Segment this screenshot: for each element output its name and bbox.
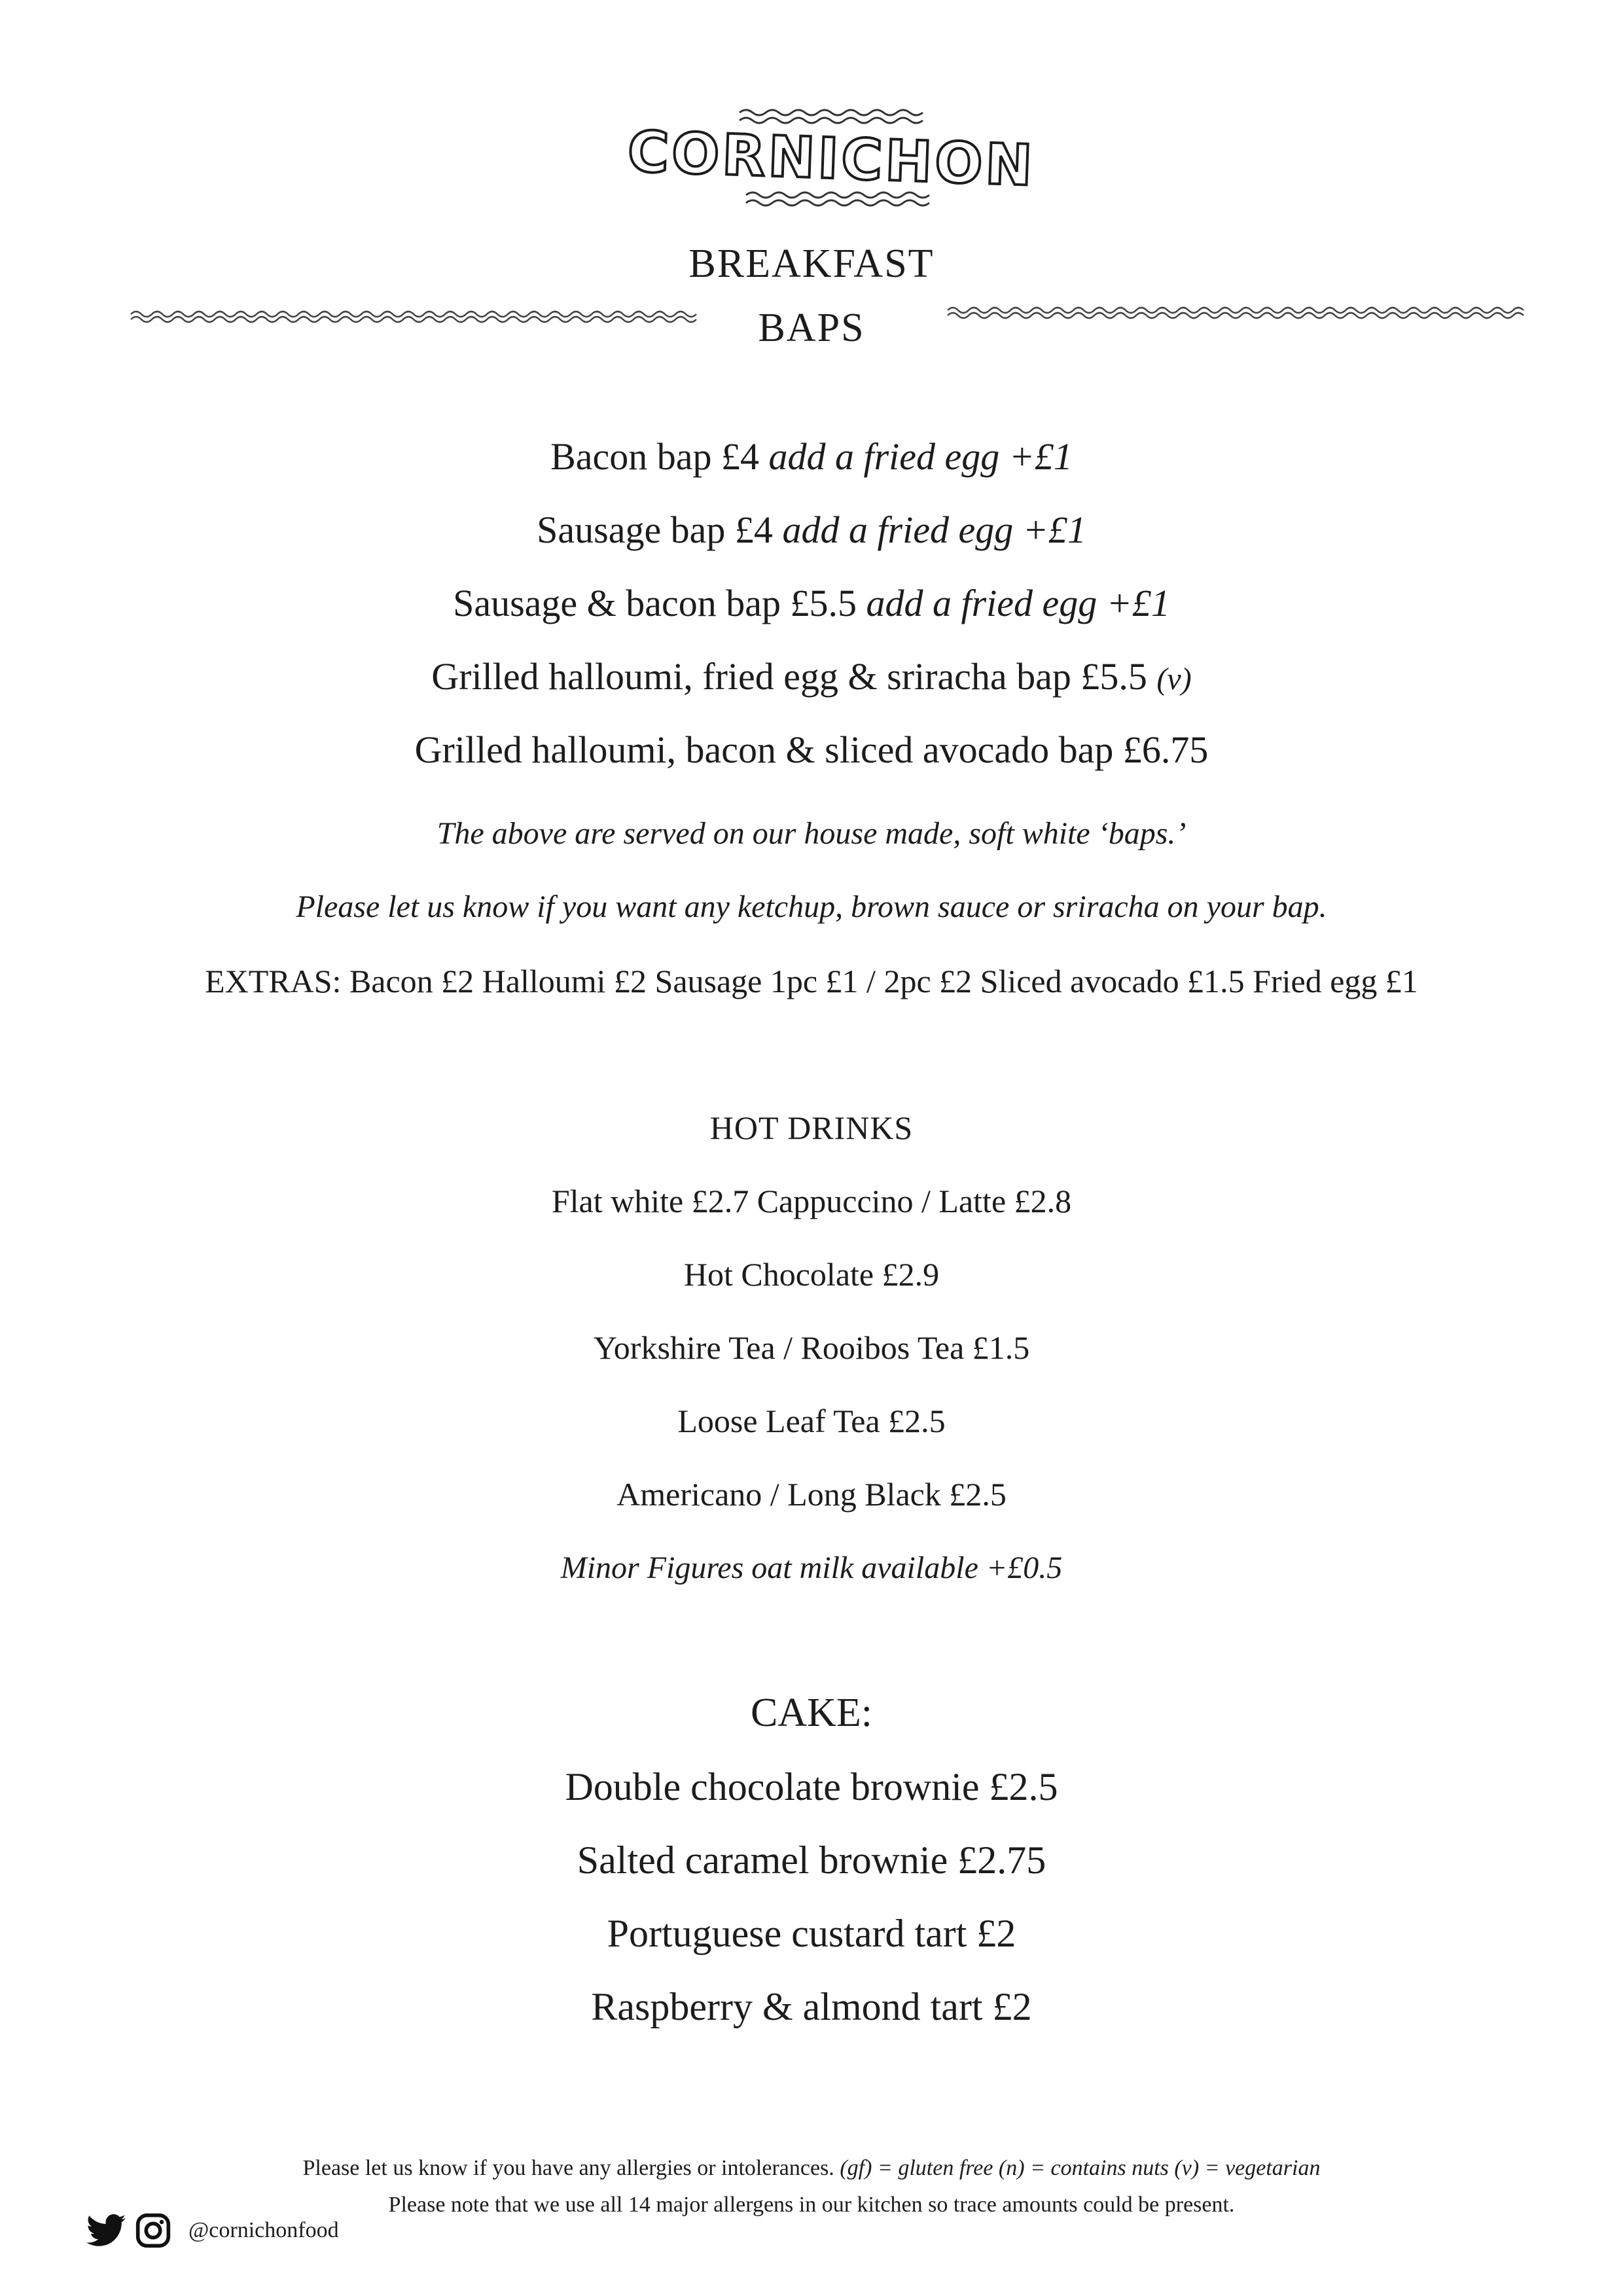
logo-graphic	[626, 98, 1037, 209]
menu-item-text: Grilled halloumi, bacon & sliced avocado bap £6.75	[414, 728, 1209, 771]
menu-item-text: Bacon bap £4	[550, 435, 759, 478]
logo-wordmark: CORNICHON	[626, 119, 1037, 199]
section-title-cake: CAKE:	[751, 1691, 872, 1735]
social-handle[interactable]: @cornichonfood	[188, 2218, 339, 2242]
footer-trace-note: Please note that we use all 14 major allergens in our kitchen so trace amounts could be present.	[388, 2193, 1235, 2217]
drink-item: Loose Leaf Tea £2.5	[677, 1403, 946, 1439]
cake-item: Double chocolate brownie £2.5	[565, 1765, 1058, 1808]
section-title-breakfast: BREAKFAST	[688, 242, 935, 286]
footer-allergy-line	[0, 2156, 1623, 2181]
vegetarian-marker: (v)	[1156, 662, 1192, 696]
menu-item-text: Sausage bap £4	[537, 509, 773, 551]
menu-item-sausage-bacon-bap	[0, 581, 1623, 625]
menu-item-halloumi-avocado-bap	[0, 728, 1623, 772]
twitter-icon[interactable]	[86, 2214, 126, 2247]
menu-item-sausage-bap	[0, 508, 1623, 552]
decorative-squiggle-right	[948, 302, 1524, 322]
allergy-key: (gf) = gluten free (n) = contains nuts (v) = vegetarian	[840, 2156, 1321, 2180]
menu-item-text: Sausage & bacon bap £5.5	[453, 582, 857, 624]
cake-item: Salted caramel brownie £2.75	[577, 1839, 1046, 1882]
menu-item-note: add a fried egg +£1	[768, 435, 1073, 478]
menu-item-bacon-bap	[0, 435, 1623, 478]
section-title-hot-drinks: HOT DRINKS	[709, 1109, 914, 1146]
drink-item: Yorkshire Tea / Rooibos Tea £1.5	[593, 1329, 1030, 1366]
menu-item-note: add a fried egg +£1	[782, 509, 1086, 551]
menu-item-note: add a fried egg +£1	[866, 582, 1170, 624]
drink-item: Flat white £2.7 Cappuccino / Latte £2.8	[551, 1183, 1072, 1219]
cake-item: Portuguese custard tart £2	[607, 1912, 1016, 1955]
menu-item-halloumi-egg-bap	[0, 655, 1623, 698]
note-sauce: Please let us know if you want any ketchup, brown sauce or sriracha on your bap.	[296, 889, 1327, 924]
menu-item-text: Grilled halloumi, fried egg & sriracha bap £5.5	[431, 655, 1147, 698]
note-oat-milk: Minor Figures oat milk available +£0.5	[560, 1551, 1063, 1585]
cornichon-logo	[626, 98, 1037, 209]
drink-item: Americano / Long Black £2.5	[616, 1476, 1007, 1513]
drink-item: Hot Chocolate £2.9	[683, 1256, 940, 1293]
allergy-text: Please let us know if you have any allergies or intolerances.	[302, 2156, 834, 2180]
note-served-on-baps: The above are served on our house made, soft white ‘baps.’	[437, 816, 1186, 851]
extras-line: EXTRAS: Bacon £2 Halloumi £2 Sausage 1pc £1 / 2pc £2 Sliced avocado £1.5 Fried egg £1	[205, 963, 1418, 999]
section-subtitle-baps: BAPS	[758, 306, 865, 350]
cake-item: Raspberry & almond tart £2	[591, 1985, 1032, 2028]
social-links	[86, 2211, 339, 2250]
instagram-icon[interactable]	[135, 2212, 171, 2249]
decorative-squiggle-left	[131, 306, 700, 326]
